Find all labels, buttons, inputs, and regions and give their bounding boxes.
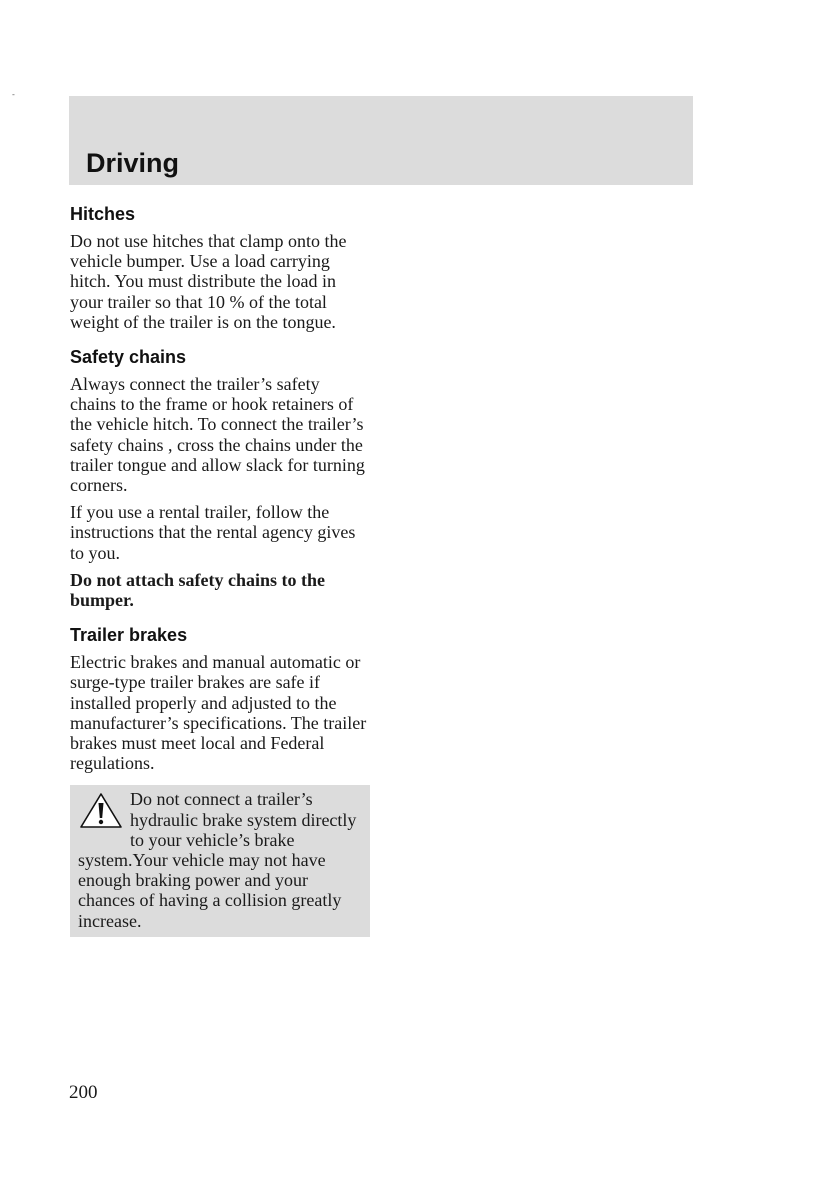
warning-triangle-icon <box>78 791 124 831</box>
hitches-heading: Hitches <box>70 204 136 224</box>
warning-box <box>70 785 370 936</box>
safety-chains-heading: Safety chains <box>70 347 187 368</box>
trailer-brakes-heading: Trailer brakes <box>70 625 188 646</box>
corner-mark: - <box>12 90 15 99</box>
header-band <box>69 96 693 185</box>
safety-chains-bold-notice: Do not attach safety chains to the bumper. <box>70 569 325 611</box>
section-safety-chains <box>70 346 370 610</box>
safety-chains-paragraph-1: Always connect the trailer’s safety chains to the frame or hook retainers of the vehicle hitch. To connect the trailer’s safety chains , cross the chains under the trailer tongue and allow slack for turning corners. <box>70 374 365 496</box>
page-number: 200 <box>69 1082 98 1103</box>
section-trailer-brakes <box>70 624 370 773</box>
page-title: Driving <box>86 148 180 178</box>
trailer-brakes-paragraph: Electric brakes and manual automatic or surge-type trailer brakes are safe if installed properly and adjusted to the manufacturer’s specifications. The trailer brakes must meet local and Federal regulations. <box>70 652 367 774</box>
content-column <box>70 203 370 937</box>
hitches-paragraph: Do not use hitches that clamp onto the vehicle bumper. Use a load carrying hitch. You must distribute the load in your trailer so that 10 % of the total weight of the trailer is on the tongue. <box>70 231 347 332</box>
safety-chains-paragraph-2: If you use a rental trailer, follow the instructions that the rental agency gives to you. <box>70 502 356 563</box>
section-hitches <box>70 203 370 332</box>
warning-text: Do not connect a trailer’s hydraulic brake system directly to your vehicle’s brake system.Your vehicle may not have enough braking power and your chances of having a collision greatly increase. <box>78 789 357 931</box>
